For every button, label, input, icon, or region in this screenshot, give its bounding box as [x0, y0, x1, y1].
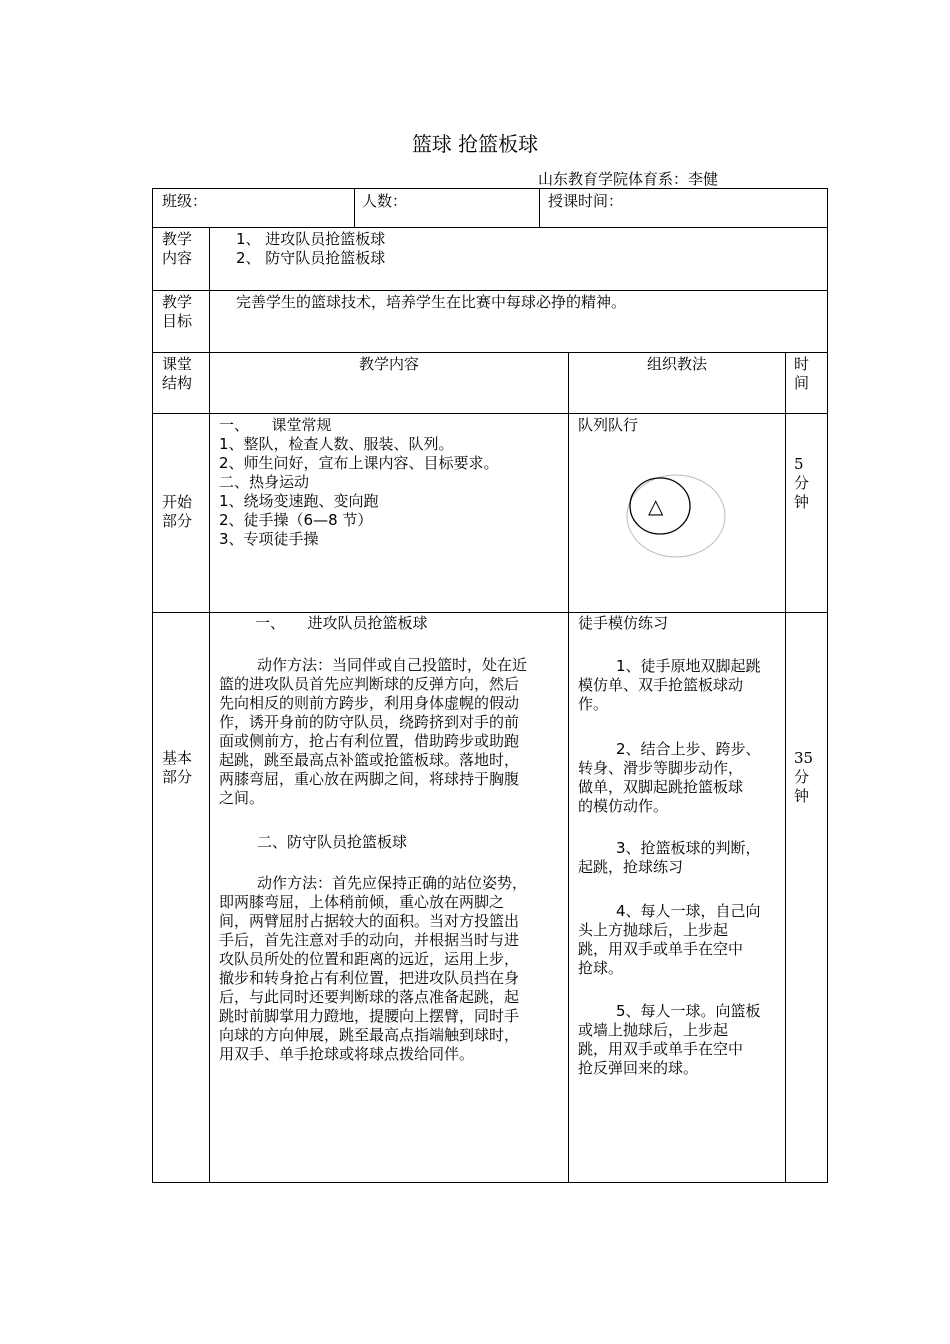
col-divider	[539, 188, 540, 227]
author-line: 山东教育学院体育系：李健	[538, 170, 719, 188]
method-line: 跳，用双手或单手在空中	[578, 1040, 744, 1058]
content-header: 教学内容	[358, 355, 419, 373]
teaching-content-item: 2、 防守队员抢篮板球	[236, 249, 386, 267]
teaching-content-item: 1、 进攻队员抢篮板球	[236, 230, 386, 248]
start-content	[219, 416, 499, 549]
method-line: 跳，用双手或单手在空中	[578, 940, 744, 958]
class-label: 班级：	[162, 192, 208, 210]
start-section-label: 开始	[162, 493, 193, 511]
col-divider	[354, 188, 355, 227]
defense-line: 攻队员所处的位置和距离的远近，运用上步，	[219, 950, 520, 968]
row-divider	[152, 290, 828, 291]
start-content-line: 1、整队，检查人数、服装、队列。	[219, 435, 454, 453]
defense-line: 即两膝弯屈，上体稍前倾，重心放在两脚之	[219, 893, 505, 911]
defense-line: 跳时前脚掌用力蹬地，提腰向上摆臂，同时手	[219, 1007, 520, 1025]
structure-header: 结构	[162, 374, 193, 392]
offense-line: 两膝弯屈，重心放在两脚之间，将球持于胸腹	[219, 770, 520, 788]
method-line: 模仿单、双手抢篮板球动	[578, 676, 744, 694]
method-line: 作。	[578, 695, 609, 713]
table-border-top	[152, 188, 828, 189]
row-divider	[152, 227, 828, 228]
start-content-line: 3、专项徒手操	[219, 530, 319, 548]
start-content-line: 2、师生问好，宣布上课内容、目标要求。	[219, 454, 499, 472]
method-line: 抢球。	[578, 959, 624, 977]
method-item	[578, 839, 761, 877]
method-line: 5、每人一球。向篮板	[616, 1002, 761, 1020]
time-label: 授课时间：	[548, 192, 624, 210]
defense-line: 用双手、单手抢球或将球点拨给同伴。	[219, 1045, 475, 1063]
row-divider	[152, 612, 828, 613]
table-border-bottom	[152, 1182, 828, 1183]
start-content-line: 1、绕场变速跑、变向跑	[219, 492, 379, 510]
method-item	[578, 740, 761, 816]
row-divider	[152, 352, 828, 353]
method-title: 徒手模仿练习	[578, 614, 669, 632]
start-content-line: 二、热身运动	[219, 473, 310, 491]
offense-heading: 一、 进攻队员抢篮板球	[255, 614, 428, 632]
basic-time: 35	[794, 749, 814, 767]
offense-paragraph	[219, 656, 527, 808]
defense-paragraph	[219, 874, 527, 1064]
offense-line: 面或侧前方，抢占有利位置，借助跨步或助跑	[219, 732, 520, 750]
count-label: 人数：	[362, 192, 408, 210]
defense-line: 手后，首先注意对手的动向，并根据当时与进	[219, 931, 520, 949]
start-content-line: 一、 课堂常规	[219, 416, 332, 434]
col-divider	[568, 352, 569, 1183]
method-line: 起跳，抢球练习	[578, 858, 684, 876]
method-line: 3、抢篮板球的判断，	[616, 839, 761, 857]
structure-header: 课堂	[162, 355, 193, 373]
method-line: 2、结合上步、跨步、	[616, 740, 761, 758]
basic-time: 分	[794, 768, 810, 786]
offense-line: 起跳，跳至最高点补篮或抢篮板球。落地时，	[219, 751, 520, 769]
method-line: 或墙上抛球后，上步起	[578, 1021, 729, 1039]
basic-time: 钟	[794, 787, 810, 805]
col-divider	[785, 352, 786, 1183]
offense-line: 篮的进攻队员首先应判断球的反弹方向，然后	[219, 675, 520, 693]
table-border-right	[827, 188, 828, 1183]
offense-line: 先向相反的则前方跨步，利用身体虚幌的假动	[219, 694, 520, 712]
method-line: 抢反弹回来的球。	[578, 1059, 699, 1077]
defense-line: 撤步和转身抢占有利位置，把进攻队员挡在身	[219, 969, 520, 987]
start-content-line: 2、徒手操（6—8 节）	[219, 511, 373, 529]
teaching-content-label: 内容	[162, 249, 193, 267]
method-item	[578, 1002, 761, 1078]
offense-line: 之间。	[219, 789, 265, 807]
row-divider	[152, 413, 828, 414]
basic-section-label: 基本	[162, 749, 193, 767]
defense-heading: 二、防守队员抢篮板球	[257, 833, 408, 851]
start-method: 队列队行	[578, 416, 639, 434]
method-header: 组织教法	[646, 355, 707, 373]
teaching-goal-text: 完善学生的篮球技术，培养学生在比赛中每球必挣的精神。	[236, 293, 627, 311]
offense-line: 动作方法：当同伴或自己投篮时，处在近	[257, 656, 528, 674]
defense-line: 向球的方向伸展，跳至最高点指端触到球时，	[219, 1026, 520, 1044]
time-header: 间	[794, 374, 810, 392]
method-line: 头上方抛球后，上步起	[578, 921, 729, 939]
method-line: 1、徒手原地双脚起跳	[616, 657, 761, 675]
formation-diagram	[620, 470, 730, 562]
basic-section-label: 部分	[162, 768, 193, 786]
page-title: 篮球 抢篮板球	[411, 132, 539, 156]
start-time: 钟	[794, 493, 810, 511]
method-line: 的模仿动作。	[578, 797, 669, 815]
method-item	[578, 657, 761, 714]
start-time: 5	[794, 455, 804, 473]
method-line: 4、每人一球，自己向	[616, 902, 761, 920]
triangle-icon: △	[648, 494, 664, 518]
offense-line: 作，诱开身前的防守队员，绕跨挤到对手的前	[219, 713, 520, 731]
start-time: 分	[794, 474, 810, 492]
outer-ellipse	[627, 475, 725, 557]
method-line: 转身、滑步等脚步动作，	[578, 759, 744, 777]
method-item	[578, 902, 761, 978]
teaching-content-label: 教学	[162, 230, 193, 248]
method-line: 做单，双脚起跳抢篮板球	[578, 778, 744, 796]
defense-line: 间，两臂屈肘占据较大的面积。当对方投篮出	[219, 912, 520, 930]
start-section-label: 部分	[162, 512, 193, 530]
table-border-left	[152, 188, 153, 1183]
defense-line: 动作方法：首先应保持正确的站位姿势，	[257, 874, 528, 892]
defense-line: 后，与此同时还要判断球的落点准备起跳，起	[219, 988, 520, 1006]
teaching-goal-label: 教学	[162, 293, 193, 311]
teaching-goal-label: 目标	[162, 312, 193, 330]
time-header: 时	[794, 355, 810, 373]
